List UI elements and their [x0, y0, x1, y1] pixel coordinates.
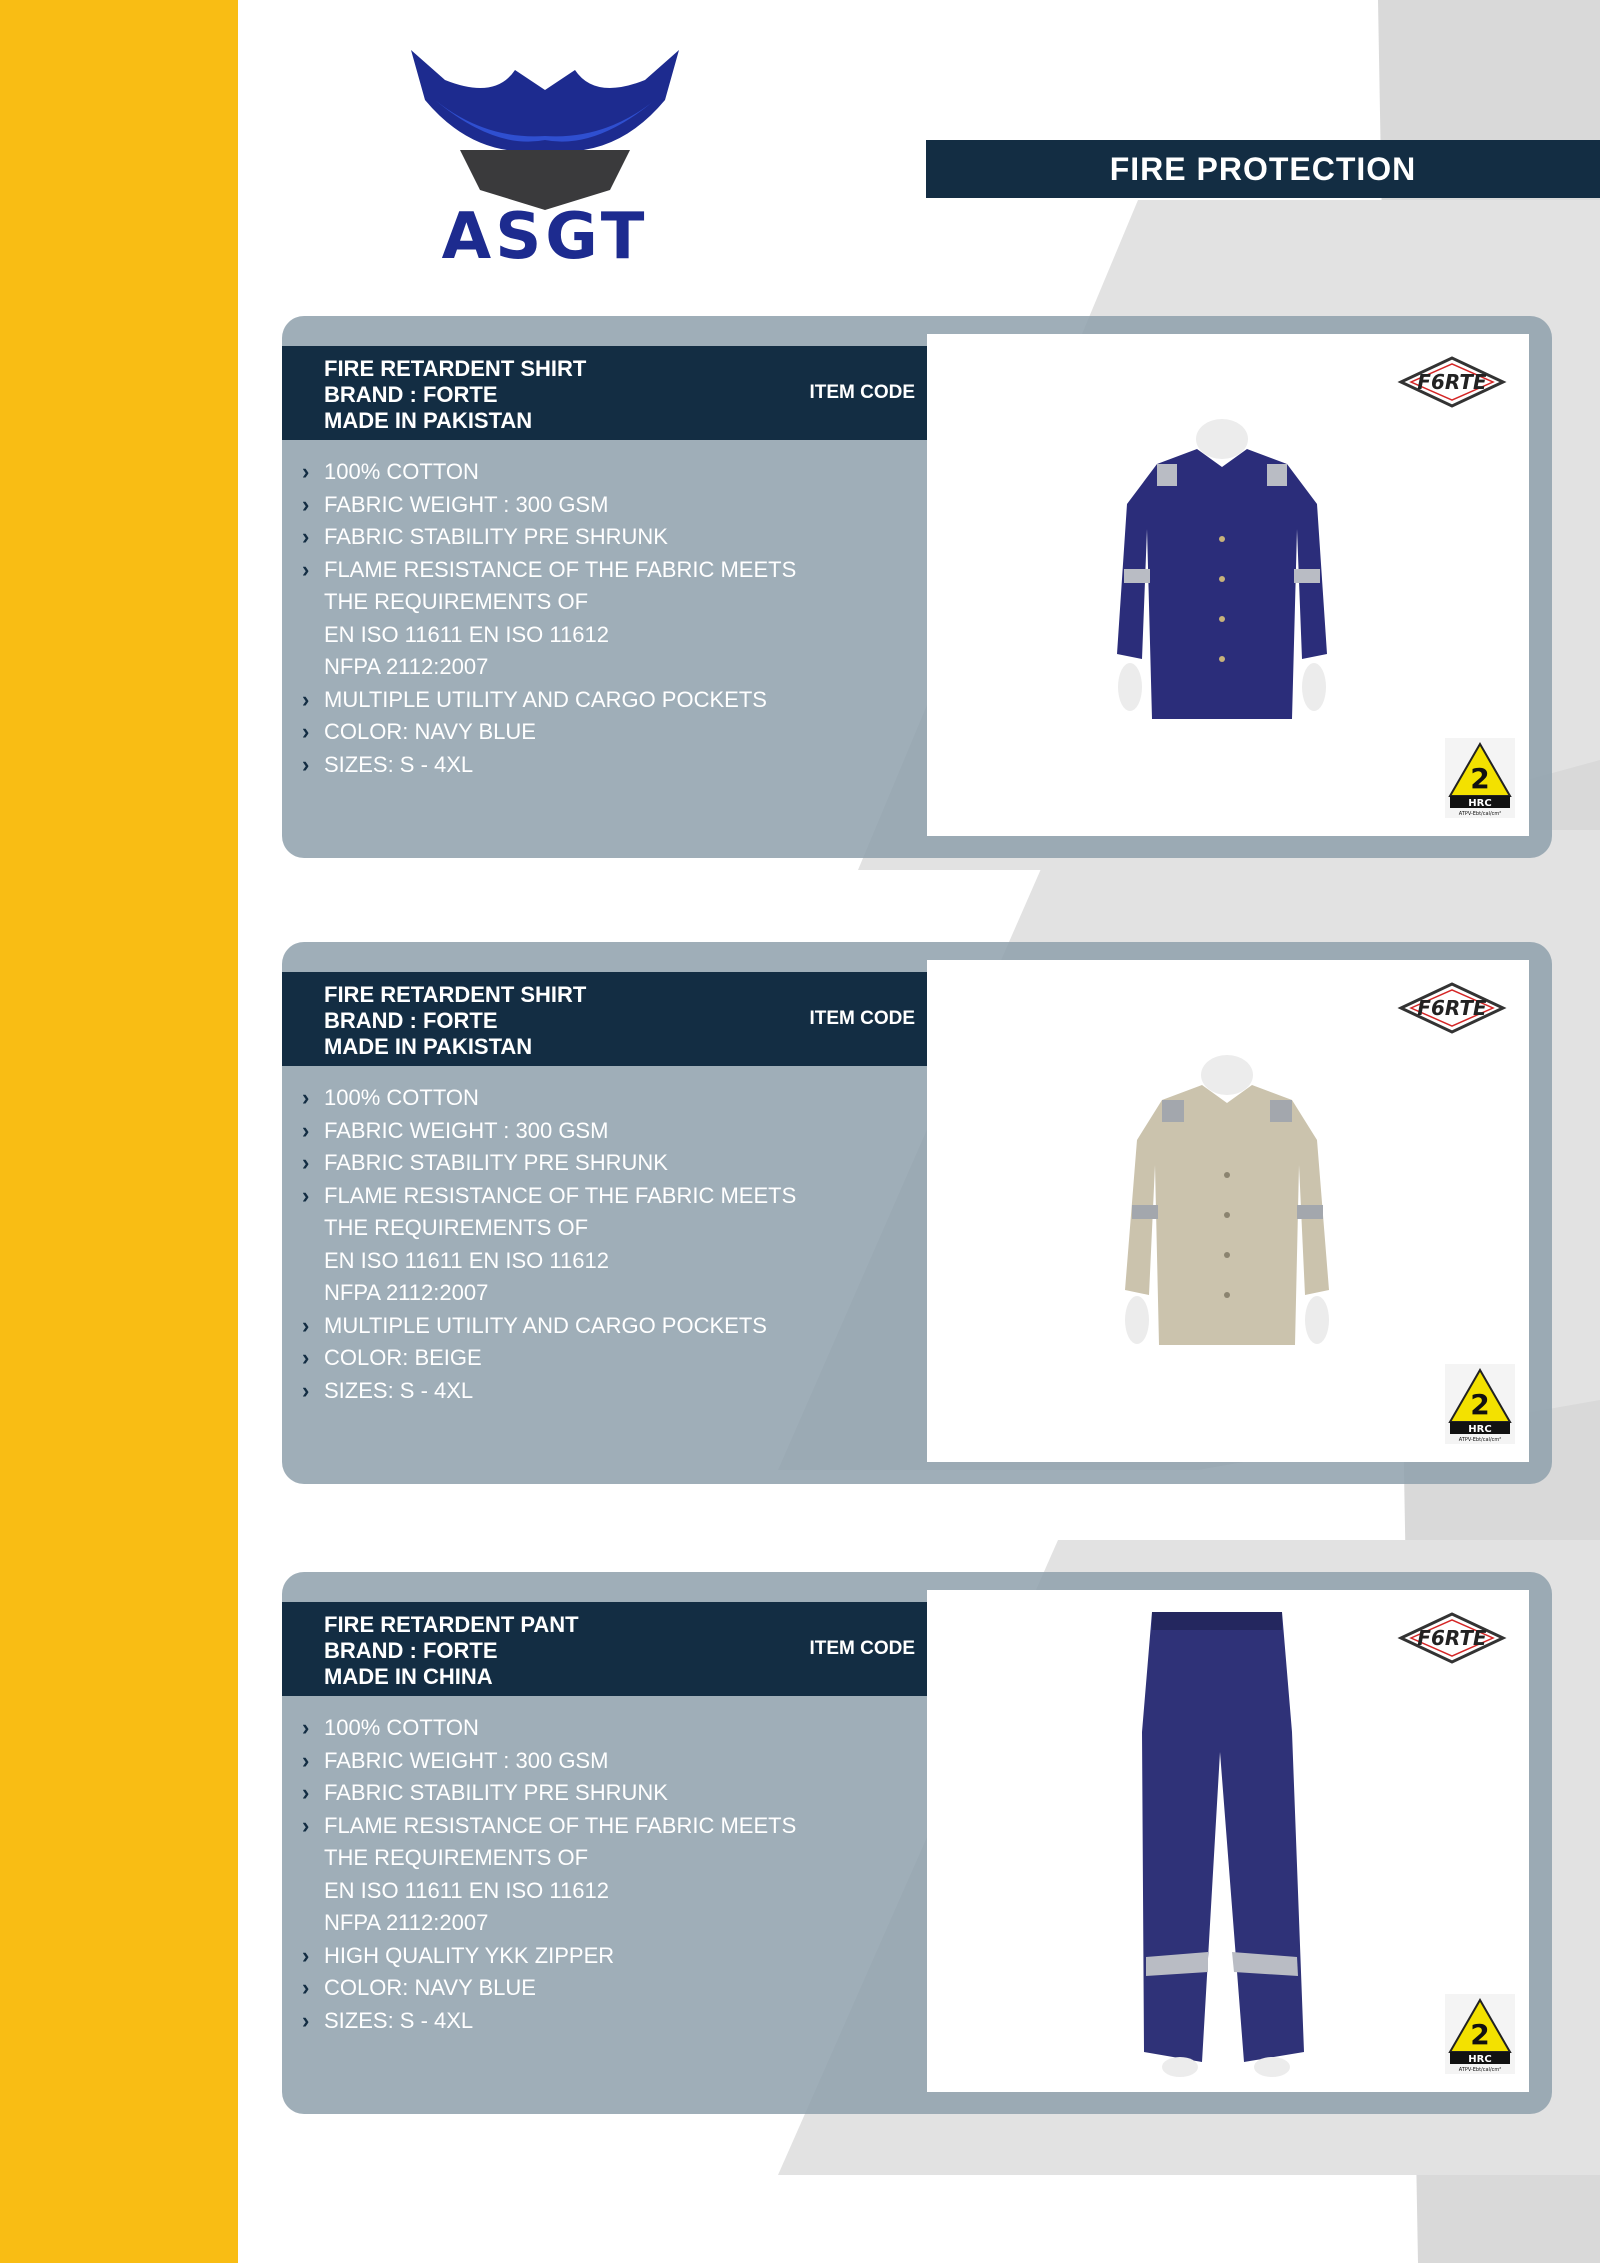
chevron-right-icon: › — [302, 1085, 310, 1110]
shirt-image — [1102, 419, 1342, 759]
feature-text: THE REQUIREMENTS OF — [324, 1215, 589, 1240]
hrc-badge — [1445, 738, 1515, 818]
product-card — [282, 942, 1552, 1484]
feature-item — [302, 1082, 796, 1115]
hrc-label: HRC — [1468, 2054, 1492, 2065]
product-brand: BRAND : FORTE — [324, 382, 498, 407]
feature-item — [302, 586, 796, 619]
chevron-right-icon: › — [302, 1942, 310, 1968]
chevron-right-icon: › — [302, 1780, 310, 1805]
feature-text: COLOR: BEIGE — [324, 1345, 482, 1370]
feature-text: COLOR: NAVY BLUE — [324, 719, 536, 744]
feature-text: NFPA 2112:2007 — [324, 654, 489, 679]
feature-text: FABRIC STABILITY PRE SHRUNK — [324, 1780, 668, 1805]
feature-text: 100% COTTON — [324, 459, 479, 484]
chevron-right-icon: › — [302, 1345, 310, 1370]
chevron-right-icon: › — [302, 491, 310, 517]
hrc-sub: ATPV-Ebt/cal/cm² — [1458, 1437, 1502, 1443]
feature-text: SIZES: S - 4XL — [324, 751, 474, 777]
feature-text: FABRIC WEIGHT : 300 GSM — [324, 1117, 609, 1143]
feature-text: SIZES: S - 4XL — [324, 2007, 474, 2033]
chevron-right-icon: › — [302, 459, 310, 484]
feature-text: MULTIPLE UTILITY AND CARGO POCKETS — [324, 1312, 767, 1338]
logo-text: ASGT — [441, 200, 649, 274]
pant-image — [1132, 1612, 1312, 2082]
feature-text: COLOR: NAVY BLUE — [324, 1975, 536, 2000]
feature-item — [302, 1712, 796, 1745]
chevron-right-icon: › — [302, 1975, 310, 2000]
chevron-right-icon: › — [302, 751, 310, 777]
product-origin: MADE IN PAKISTAN — [324, 1034, 533, 1059]
item-code-label: ITEM CODE — [809, 1008, 915, 1029]
feature-item — [302, 1115, 796, 1148]
feature-item — [302, 456, 796, 489]
brand-badge-text: F6RTE — [1417, 996, 1487, 1020]
product-card — [282, 316, 1552, 858]
feature-item — [302, 2005, 796, 2038]
product-origin: MADE IN CHINA — [324, 1664, 493, 1689]
feature-item — [302, 1810, 796, 1843]
product-brand: BRAND : FORTE — [324, 1008, 498, 1033]
chevron-right-icon: › — [302, 1182, 310, 1208]
feature-text: FABRIC STABILITY PRE SHRUNK — [324, 1150, 668, 1175]
forte-brand-badge — [1397, 1610, 1507, 1666]
product-header — [282, 1602, 927, 1696]
product-title: FIRE RETARDENT PANT — [324, 1612, 579, 1637]
feature-item — [302, 651, 796, 684]
feature-text: THE REQUIREMENTS OF — [324, 589, 589, 614]
hrc-badge — [1445, 1994, 1515, 2074]
chevron-right-icon: › — [302, 1150, 310, 1175]
item-code-label: ITEM CODE — [809, 382, 915, 403]
chevron-right-icon: › — [302, 1117, 310, 1143]
hrc-label: HRC — [1468, 798, 1492, 809]
hrc-number: 2 — [1470, 1388, 1490, 1421]
feature-text: THE REQUIREMENTS OF — [324, 1845, 589, 1870]
feature-item — [302, 1245, 796, 1278]
chevron-right-icon: › — [302, 1715, 310, 1740]
shirt-image — [1107, 1055, 1347, 1385]
chevron-right-icon: › — [302, 556, 310, 582]
feature-item — [302, 1907, 796, 1940]
feature-text: FLAME RESISTANCE OF THE FABRIC MEETS — [324, 556, 797, 582]
feature-list — [302, 456, 796, 781]
feature-text: FABRIC WEIGHT : 300 GSM — [324, 491, 609, 517]
feature-item — [302, 554, 796, 587]
chevron-right-icon: › — [302, 1747, 310, 1773]
product-image-panel — [927, 960, 1529, 1462]
product-header — [282, 346, 927, 440]
feature-item — [302, 1375, 796, 1408]
hrc-label: HRC — [1468, 1424, 1492, 1435]
feature-item — [302, 1972, 796, 2005]
product-header — [282, 972, 927, 1066]
chevron-right-icon: › — [302, 1812, 310, 1838]
feature-item — [302, 1310, 796, 1343]
hrc-sub: ATPV-Ebt/cal/cm² — [1458, 811, 1502, 817]
feature-text: FABRIC WEIGHT : 300 GSM — [324, 1747, 609, 1773]
feature-text: FABRIC STABILITY PRE SHRUNK — [324, 524, 668, 549]
feature-text: MULTIPLE UTILITY AND CARGO POCKETS — [324, 686, 767, 712]
section-title: FIRE PROTECTION — [926, 140, 1600, 198]
product-card — [282, 1572, 1552, 2114]
chevron-right-icon: › — [302, 524, 310, 549]
feature-text: NFPA 2112:2007 — [324, 1910, 489, 1935]
product-image-panel — [927, 1590, 1529, 2092]
yellow-side-bar — [0, 0, 238, 2263]
feature-item — [302, 619, 796, 652]
chevron-right-icon: › — [302, 1312, 310, 1338]
brand-badge-text: F6RTE — [1417, 1626, 1487, 1650]
feature-item — [302, 1212, 796, 1245]
hrc-badge — [1445, 1364, 1515, 1444]
feature-text: 100% COTTON — [324, 1085, 479, 1110]
product-title: FIRE RETARDENT SHIRT — [324, 356, 587, 381]
feature-item — [302, 1745, 796, 1778]
feature-item — [302, 749, 796, 782]
product-origin: MADE IN PAKISTAN — [324, 408, 533, 433]
chevron-right-icon: › — [302, 2007, 310, 2033]
product-brand: BRAND : FORTE — [324, 1638, 498, 1663]
feature-text: EN ISO 11611 EN ISO 11612 — [324, 1247, 609, 1273]
hrc-sub: ATPV-Ebt/cal/cm² — [1458, 2067, 1502, 2073]
feature-item — [302, 1277, 796, 1310]
hrc-number: 2 — [1470, 762, 1490, 795]
forte-brand-badge — [1397, 980, 1507, 1036]
feature-text: HIGH QUALITY YKK ZIPPER — [324, 1942, 615, 1968]
feature-item — [302, 1342, 796, 1375]
feature-text: NFPA 2112:2007 — [324, 1280, 489, 1305]
feature-list — [302, 1082, 796, 1407]
feature-text: EN ISO 11611 EN ISO 11612 — [324, 621, 609, 647]
feature-text: EN ISO 11611 EN ISO 11612 — [324, 1877, 609, 1903]
chevron-right-icon: › — [302, 686, 310, 712]
feature-text: FLAME RESISTANCE OF THE FABRIC MEETS — [324, 1182, 797, 1208]
feature-text: FLAME RESISTANCE OF THE FABRIC MEETS — [324, 1812, 797, 1838]
feature-item — [302, 1777, 796, 1810]
item-code-label: ITEM CODE — [809, 1638, 915, 1659]
feature-item — [302, 716, 796, 749]
feature-list — [302, 1712, 796, 2037]
hrc-number: 2 — [1470, 2018, 1490, 2051]
feature-item — [302, 1842, 796, 1875]
feature-item — [302, 1147, 796, 1180]
feature-item — [302, 521, 796, 554]
chevron-right-icon: › — [302, 719, 310, 744]
feature-text: SIZES: S - 4XL — [324, 1377, 474, 1403]
brand-badge-text: F6RTE — [1417, 370, 1487, 394]
feature-item — [302, 1180, 796, 1213]
product-title: FIRE RETARDENT SHIRT — [324, 982, 587, 1007]
product-image-panel — [927, 334, 1529, 836]
feature-item — [302, 1875, 796, 1908]
feature-text: 100% COTTON — [324, 1715, 479, 1740]
forte-brand-badge — [1397, 354, 1507, 410]
chevron-right-icon: › — [302, 1377, 310, 1403]
feature-item — [302, 489, 796, 522]
feature-item — [302, 1940, 796, 1973]
feature-item — [302, 684, 796, 717]
